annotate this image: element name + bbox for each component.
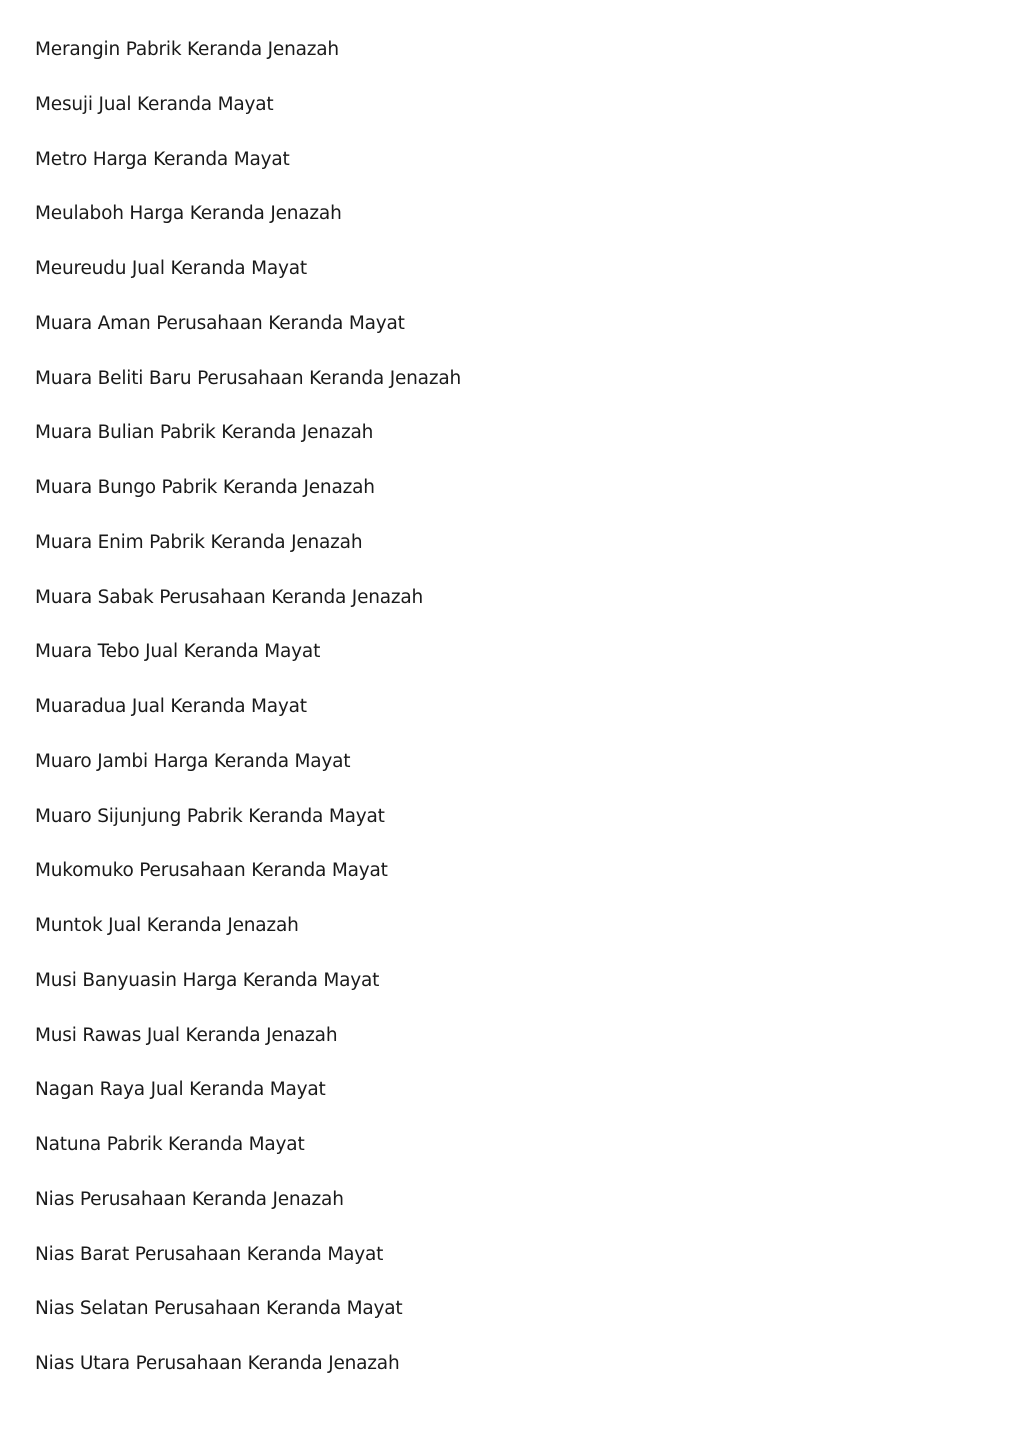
- list-item: Muara Sabak Perusahaan Keranda Jenazah: [35, 586, 424, 608]
- list-item: Muaro Jambi Harga Keranda Mayat: [35, 750, 351, 772]
- list-item: Meureudu Jual Keranda Mayat: [35, 258, 307, 279]
- list-item: Muara Beliti Baru Perusahaan Keranda Jenazah: [35, 367, 461, 389]
- list-item: Musi Rawas Jual Keranda Jenazah: [35, 1024, 338, 1046]
- list-item: Muara Aman Perusahaan Keranda Mayat: [35, 312, 405, 334]
- entry-list: [35, 37, 461, 1406]
- list-item: Mesuji Jual Keranda Mayat: [35, 93, 274, 115]
- list-item: Meulaboh Harga Keranda Jenazah: [35, 203, 342, 225]
- list-item: Muaradua Jual Keranda Mayat: [35, 696, 307, 717]
- list-item: Muara Tebo Jual Keranda Mayat: [35, 641, 321, 663]
- list-item: Muara Bungo Pabrik Keranda Jenazah: [35, 477, 375, 498]
- list-item: Nagan Raya Jual Keranda Mayat: [35, 1079, 326, 1101]
- list-item: Muara Enim Pabrik Keranda Jenazah: [35, 531, 363, 553]
- list-item: Musi Banyuasin Harga Keranda Mayat: [35, 969, 380, 991]
- list-item: Nias Utara Perusahaan Keranda Jenazah: [35, 1353, 400, 1374]
- list-item: Metro Harga Keranda Mayat: [35, 148, 290, 170]
- list-item: Mukomuko Perusahaan Keranda Mayat: [35, 860, 388, 882]
- list-item: Natuna Pabrik Keranda Mayat: [35, 1134, 305, 1155]
- list-item: Muaro Sijunjung Pabrik Keranda Mayat: [35, 805, 385, 827]
- list-item: Merangin Pabrik Keranda Jenazah: [35, 39, 339, 60]
- list-item: Muara Bulian Pabrik Keranda Jenazah: [35, 422, 374, 444]
- list-item: Muntok Jual Keranda Jenazah: [35, 915, 299, 936]
- list-item: Nias Perusahaan Keranda Jenazah: [35, 1188, 344, 1210]
- list-item: Nias Selatan Perusahaan Keranda Mayat: [35, 1298, 403, 1320]
- list-item: Nias Barat Perusahaan Keranda Mayat: [35, 1243, 384, 1265]
